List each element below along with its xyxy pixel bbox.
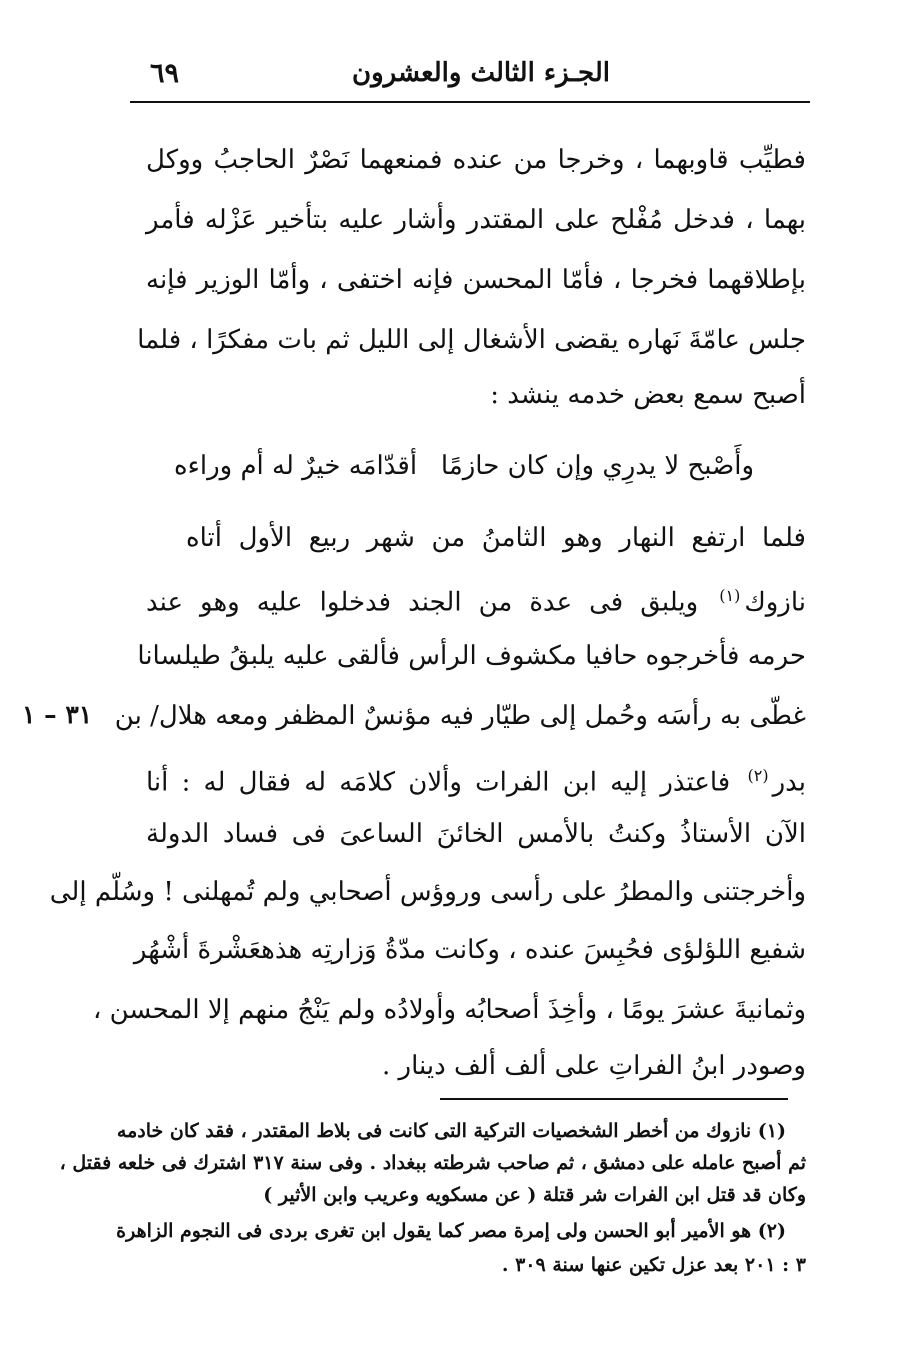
header-rule (130, 101, 810, 103)
text-line: الآن الأستاذُ وكنتُ بالأمس الخائنَ الساعىَ فى فساد الدولة (146, 819, 806, 849)
text-line: بهما ، فدخل مُفْلح على المقتدر وأشار عليه بتأخير عَزْله فأمر (146, 205, 806, 235)
text-fragment: بدر (772, 767, 807, 798)
text-line: بإطلاقهما فخرجا ، فأمّا المحسن فإنه اختفى ، وأمّا الوزير فإنه (146, 265, 806, 295)
text-fragment: فاعتذر إليه ابن الفرات وألان كلامَه له فقال له : أنا (146, 767, 731, 798)
footnote-line: ثم أصبح عامله على دمشق ، ثم صاحب شرطته ببغداد . وفى سنة ٣١٧ اشترك فى خلعه فقتل ، (59, 1152, 806, 1174)
page-number: ٦٩ (150, 58, 180, 89)
footnote-line: وكان قد قتل ابن الفرات شر قتلة ( عن مسكويه وعريب وابن الأثير ) (263, 1184, 806, 1206)
text-line: أصبح سمع بعض خدمه ينشد : (490, 380, 806, 410)
running-header (130, 58, 810, 98)
text-line (146, 756, 806, 803)
text-line: فلما ارتفع النهار وهو الثامنُ من شهر ربيع الأول أتاه (186, 523, 806, 553)
text-line: وأخرجتنى والمطرُ على رأسى وروؤس أصحابي ولم تُمهلنى ! وسُلّم إلى (49, 877, 806, 907)
footnote-ref-1: (١) (719, 586, 741, 605)
footnote-rule (440, 1098, 788, 1100)
verse-first-hemistich: وأَصْبح لا يدرِي وإن كان حازمًا (440, 451, 754, 481)
margin-reference: ٣١ – ١ (22, 700, 93, 729)
verse-second-hemistich: أقدّامَه خيرٌ له أم وراءه (174, 451, 418, 481)
text-line: غطّى به رأسَه وحُمل إلى طيّار فيه مؤنسٌ المظفر ومعه هلال/ بن (114, 701, 806, 731)
text-fragment: ويلبق فى عدة من الجند فدخلوا عليه وهو عند (146, 587, 699, 618)
footnote-ref-2: (٢) (747, 766, 769, 785)
text-line: حرمه فأخرجوه حافيا مكشوف الرأس فألقى عليه يلبقُ طيلسانا (137, 641, 806, 671)
running-title: الجـزء الثالث والعشرون (351, 58, 610, 88)
footnote-line: (١) نازوك من أخطر الشخصيات التركية التى كانت فى بلاط المقتدر ، فقد كان خادمه (116, 1120, 786, 1142)
text-line (146, 576, 806, 623)
text-fragment: نازوك (744, 587, 807, 618)
text-line: وصودر ابنُ الفراتِ على ألف ألف دينار . (382, 1051, 806, 1081)
text-line: فطيِّب قاوبهما ، وخرجا من عنده فمنعهما نَصْرٌ الحاجبُ ووكل (146, 145, 806, 175)
footnote-line: (٢) هو الأمير أبو الحسن ولى إمرة مصر كما يقول ابن تغرى بردى فى النجوم الزاهرة (116, 1220, 786, 1242)
text-line: وثمانيةَ عشرَ يومًا ، وأخِذَ أصحابُه وأولادُه ولم يَنْجُ منهم إلا المحسن ، (92, 995, 806, 1025)
text-line: جلس عامّةَ نَهاره يقضى الأشغال إلى الليل ثم بات مفكرًا ، فلما (137, 325, 806, 355)
poetry-verse (174, 446, 754, 486)
footnote-line: ٣ : ٢٠١ بعد عزل تكين عنها سنة ٣٠٩ . (501, 1254, 806, 1276)
text-line: شفيع اللؤلؤى فحُبِسَ عنده ، وكانت مدّةُ وَزارتِه هذهعَشْرةَ أشْهُر (133, 935, 806, 965)
